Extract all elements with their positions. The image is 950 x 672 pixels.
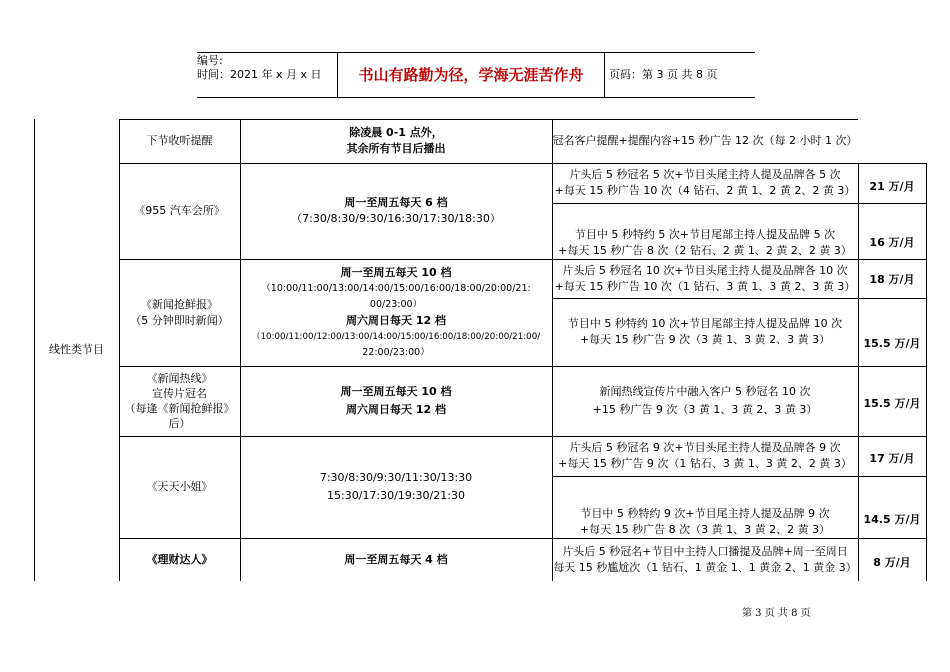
schedule-line: 周一至周五每天 10 档 [340, 385, 452, 398]
program-name: 《955 汽车会所》 [134, 204, 225, 217]
offer-cell [552, 163, 858, 203]
offer-cell [552, 480, 858, 540]
price: 8 万/月 [873, 556, 911, 569]
program-name: 《新闻热线》 宣传片冠名 （每逢《新闻抢鲜报》 后） [124, 372, 235, 430]
schedule-line: 其余所有节目后播出 [346, 142, 446, 155]
category-label: 线性类节目 [49, 343, 104, 356]
program-cell [119, 538, 240, 581]
price: 14.5 万/月 [863, 513, 921, 526]
schedule-line: 周六周日每天 12 档 [346, 313, 446, 327]
schedule-cell [240, 163, 552, 259]
schedule-line: 7:30/8:30/9:30/11:30/13:30 [319, 471, 473, 484]
price: 18 万/月 [869, 273, 915, 286]
schedule-line: 除凌晨 0-1 点外， [349, 126, 443, 139]
offer-cell [552, 436, 858, 476]
schedule-line: 周一至周五每天 4 档 [344, 552, 448, 566]
offer-cell [552, 119, 858, 163]
offer-cell [552, 298, 858, 366]
price: 15.5 万/月 [863, 337, 921, 350]
program-cell [119, 366, 240, 436]
offer-cell [552, 208, 858, 261]
offer-content: 片头后 5 秒冠名 5 次+节目头尾主持人提及品牌各 5 次 [569, 168, 841, 181]
schedule-line: （10:00/11:00/13:00/14:00/15:00/16:00/18:00/20:00/21: [261, 282, 531, 294]
number-label: 编号: [197, 54, 223, 67]
offer-content: 新闻热线宣传片中融入客户 5 秒冠名 10 次 [599, 385, 811, 398]
motto: 书山有路勤为径，学海无涯苦作舟 [337, 53, 605, 97]
program-name: 《新闻抢鲜报》 （5 分钟即时新闻） [130, 297, 229, 327]
schedule-cell [240, 366, 552, 436]
program-cell [119, 436, 240, 538]
schedule-line: （10:00/11:00/12:00/13:00/14:00/15:00/16:00/18:00/20:00/21:00/ [251, 331, 541, 342]
schedule-line: 周六周日每天 12 档 [346, 403, 446, 416]
offer-content: 每天 15 秒尴尬次（1 钻石、1 黄金 1、1 黄金 2、1 黄金 3） [553, 560, 857, 574]
program-cell [119, 119, 240, 163]
offer-content: +每天 15 秒广告 9 次（1 钻石、3 黄 1、3 黄 2、2 黄 3） [558, 457, 852, 470]
schedule-line: 22:00/23:00） [362, 346, 430, 358]
page-label: 页码：第 3 页 共 8 页 [609, 68, 718, 81]
offer-content: 片头后 5 秒冠名 10 次+节目头尾主持人提及品牌各 10 次 [562, 263, 848, 277]
offer-content: 片头后 5 秒冠名+节目中主持人口播提及品牌+周一至周日 [562, 544, 848, 558]
offer-content: +每天 15 秒广告 10 次（4 钻石、2 黄 1、2 黄 2、2 黄 3） [554, 184, 856, 197]
offer-content: 节目中 5 秒特约 10 次+节目尾部主持人提及品牌 10 次 [567, 317, 843, 330]
offer-content: 片头后 5 秒冠名 9 次+节目头尾主持人提及品牌各 9 次 [569, 441, 841, 454]
schedule-cell [240, 538, 552, 581]
category-cell [34, 119, 119, 581]
offer-content: +每天 15 秒广告 8 次（2 钻石、2 黄 1、2 黄 2、2 黄 3） [558, 244, 852, 257]
schedule-line: 周一至周五每天 6 档 [344, 196, 448, 209]
schedule-line: 周一至周五每天 10 档 [340, 265, 452, 279]
price: 21 万/月 [869, 180, 915, 193]
schedule-cell [240, 259, 552, 366]
offer-content: 冠名客户提醒+提醒内容+15 秒广告 12 次（每 2 小时 1 次） [552, 134, 858, 147]
schedule-line: （7:30/8:30/9:30/16:30/17:30/18:30） [291, 212, 501, 225]
program-name: 《理财达人》 [146, 552, 213, 566]
program-cell [119, 259, 240, 366]
page-footer: 第 3 页 共 8 页 [742, 608, 811, 619]
price: 17 万/月 [869, 452, 915, 465]
program-name: 下节收听提醒 [146, 134, 213, 147]
offer-content: +每天 15 秒广告 8 次（3 黄 1、3 黄 2、2 黄 3） [579, 523, 831, 536]
program-name: 《天天小姐》 [146, 480, 213, 493]
offer-cell [552, 538, 858, 581]
time-label: 时间：2021 年 x 月 x 日 [197, 68, 322, 81]
schedule-cell [240, 119, 552, 163]
offer-content: 节目中 5 秒特约 9 次+节目尾主持人提及品牌 9 次 [580, 507, 830, 520]
offer-content: +每天 15 秒广告 10 次（1 钻石、3 黄 1、3 黄 2、3 黄 3） [554, 279, 856, 293]
offer-cell [552, 259, 858, 298]
program-cell [119, 163, 240, 259]
schedule-line: 15:30/17:30/19:30/21:30 [327, 489, 465, 502]
offer-content: +15 秒广告 9 次（3 黄 1、3 黄 2、3 黄 3） [592, 403, 818, 416]
price: 15.5 万/月 [863, 397, 921, 410]
offer-cell [552, 366, 858, 436]
offer-content: +每天 15 秒广告 9 次（3 黄 1、3 黄 2、3 黄 3） [579, 333, 831, 346]
schedule-cell [240, 436, 552, 538]
schedule-line: 00/23:00） [369, 298, 423, 310]
page-header [197, 52, 755, 98]
price: 16 万/月 [869, 236, 915, 249]
offer-content: 节目中 5 秒特约 5 次+节目尾部主持人提及品牌 5 次 [574, 228, 836, 241]
header-meta [197, 53, 337, 98]
